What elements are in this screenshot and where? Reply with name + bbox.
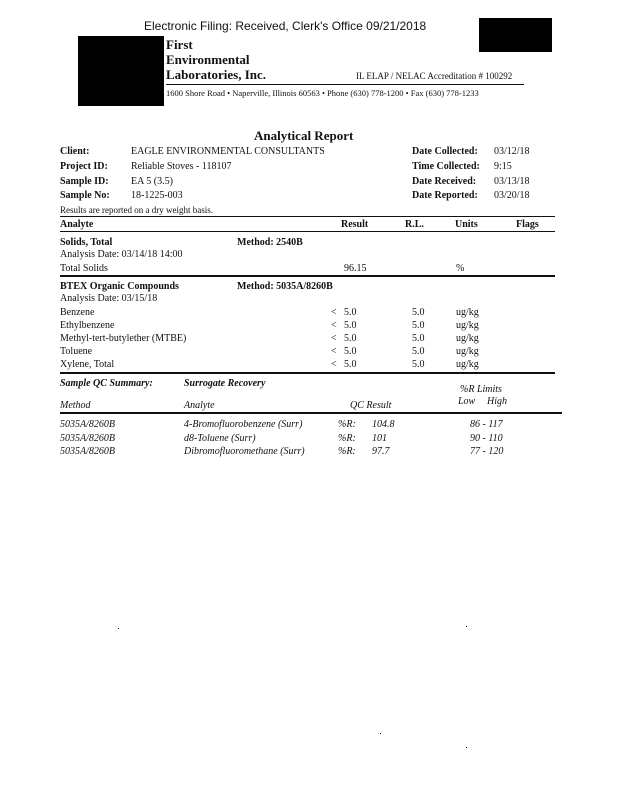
client-label: Client: — [60, 146, 90, 157]
date-collected-value: 03/12/18 — [494, 146, 530, 157]
qc-row-analyte: d8-Toluene (Surr) — [184, 432, 256, 444]
row-analyte: Toluene — [60, 346, 93, 357]
qc-row-limits: 90 - 110 — [470, 432, 503, 444]
qc-row-analyte: 4-Bromofluorobenzene (Surr) — [184, 419, 303, 430]
scan-speck — [380, 733, 381, 734]
row-result: 5.0 — [344, 346, 357, 357]
scan-speck — [466, 747, 467, 748]
qc-result-col: QC Result — [350, 400, 392, 411]
project-label: Project ID: — [60, 161, 108, 172]
qc-analyte-col: Analyte — [184, 400, 215, 411]
solids-section-rule — [60, 275, 555, 277]
lab-name-line3: Laboratories, Inc. — [166, 67, 267, 82]
btex-title: BTEX Organic Compounds — [60, 281, 179, 292]
dry-weight-note: Results are reported on a dry weight basis. — [60, 205, 213, 215]
row-units: ug/kg — [456, 333, 479, 344]
lab-name-line2: Environmental — [166, 52, 250, 67]
table-row — [0, 320, 618, 332]
time-collected-label: Time Collected: — [412, 161, 480, 172]
scan-speck — [118, 628, 119, 629]
row-rl: 5.0 — [412, 346, 425, 357]
row-qualifier: < — [331, 307, 337, 318]
qc-row — [0, 419, 618, 431]
filing-stamp: Electronic Filing: Received, Clerk's Office 09/21/2018 — [144, 19, 427, 33]
btex-method: Method: 5035A/8260B — [237, 281, 333, 292]
row-result: 5.0 — [344, 359, 357, 370]
row-rl: 5.0 — [412, 333, 425, 344]
qc-high-label: High — [487, 396, 507, 407]
row-analyte: Benzene — [60, 307, 95, 318]
row-rl: 5.0 — [412, 359, 425, 370]
accreditation: IL ELAP / NELAC Accreditation # 100292 — [356, 71, 513, 81]
qc-row-pr: %R: — [338, 432, 356, 444]
row-qualifier: < — [331, 359, 337, 370]
col-units: Units — [455, 219, 478, 230]
qc-low-label: Low — [458, 396, 476, 407]
qc-row-method: 5035A/8260B — [60, 446, 115, 457]
sample-no-value: 18-1225-003 — [131, 190, 183, 201]
qc-row-analyte: Dibromofluoromethane (Surr) — [184, 446, 305, 457]
report-title: Analytical Report — [254, 128, 354, 143]
qc-surrogate-label: Surrogate Recovery — [184, 378, 266, 389]
row-units: ug/kg — [456, 359, 479, 370]
lab-address: 1600 Shore Road • Naperville, Illinois 60563 • Phone (630) 778-1200 • Fax (630) 778-1233 — [166, 88, 479, 98]
column-header-bottom-rule — [60, 231, 555, 232]
lab-name-line1: First — [166, 37, 193, 52]
date-reported-label: Date Reported: — [412, 190, 478, 201]
letterhead-rule — [166, 84, 524, 85]
date-received-label: Date Received: — [412, 176, 477, 187]
qc-row — [0, 433, 618, 445]
qc-row-result: 97.7 — [372, 446, 390, 457]
qc-row-limits: 86 - 117 — [470, 419, 503, 430]
qc-method-col: Method — [60, 400, 91, 411]
row-analyte: Methyl-tert-butylether (MTBE) — [60, 333, 187, 344]
col-result: Result — [341, 219, 369, 230]
row-qualifier: < — [331, 320, 337, 331]
qc-header-rule — [60, 412, 562, 414]
table-row — [0, 346, 618, 358]
qc-row-result: 104.8 — [372, 419, 395, 430]
row-rl: 5.0 — [412, 307, 425, 318]
qc-row-method: 5035A/8260B — [60, 419, 115, 430]
time-collected-value: 9:15 — [494, 161, 512, 172]
row-result: 96.15 — [344, 263, 367, 274]
scan-speck — [466, 626, 467, 627]
qc-row-result: 101 — [372, 432, 387, 444]
row-units: ug/kg — [456, 307, 479, 318]
table-row — [0, 359, 618, 371]
row-rl: 5.0 — [412, 320, 425, 331]
qc-limits-label: %R Limits — [460, 384, 502, 395]
table-row — [0, 307, 618, 319]
row-analyte: Total Solids — [60, 263, 108, 274]
qc-row-limits: 77 - 120 — [470, 446, 504, 457]
qc-summary-label: Sample QC Summary: — [60, 378, 153, 389]
project-value: Reliable Stoves - 118107 — [131, 161, 232, 172]
row-qualifier: < — [331, 333, 337, 344]
row-result: 5.0 — [344, 320, 357, 331]
row-units: % — [456, 263, 465, 274]
date-received-value: 03/13/18 — [494, 176, 530, 187]
solids-analysis-date: Analysis Date: 03/14/18 14:00 — [60, 249, 183, 260]
qc-row — [0, 446, 618, 458]
sample-id-value: EA 5 (3.5) — [131, 176, 173, 187]
qc-row-pr: %R: — [338, 419, 356, 430]
redacted-block — [479, 18, 552, 52]
row-analyte: Ethylbenzene — [60, 320, 115, 331]
qc-row-pr: %R: — [338, 446, 356, 457]
row-analyte: Xylene, Total — [60, 359, 115, 370]
row-units: ug/kg — [456, 320, 479, 331]
col-analyte: Analyte — [60, 219, 94, 230]
btex-analysis-date: Analysis Date: 03/15/18 — [60, 293, 158, 304]
qc-row-method: 5035A/8260B — [60, 432, 115, 444]
redacted-logo — [78, 36, 164, 106]
row-units: ug/kg — [456, 346, 479, 357]
col-rl: R.L. — [405, 219, 424, 230]
row-result: 5.0 — [344, 333, 357, 344]
column-header-top-rule — [60, 216, 555, 217]
solids-method: Method: 2540B — [237, 237, 303, 248]
date-reported-value: 03/20/18 — [494, 190, 530, 201]
solids-title: Solids, Total — [60, 237, 113, 248]
table-row — [0, 263, 618, 275]
btex-section-rule — [60, 372, 555, 374]
col-flags: Flags — [516, 219, 539, 230]
row-result: 5.0 — [344, 307, 357, 318]
table-row — [0, 333, 618, 345]
client-value: EAGLE ENVIRONMENTAL CONSULTANTS — [131, 146, 325, 157]
date-collected-label: Date Collected: — [412, 146, 478, 157]
sample-id-label: Sample ID: — [60, 176, 109, 187]
row-qualifier: < — [331, 346, 337, 357]
sample-no-label: Sample No: — [60, 190, 110, 201]
